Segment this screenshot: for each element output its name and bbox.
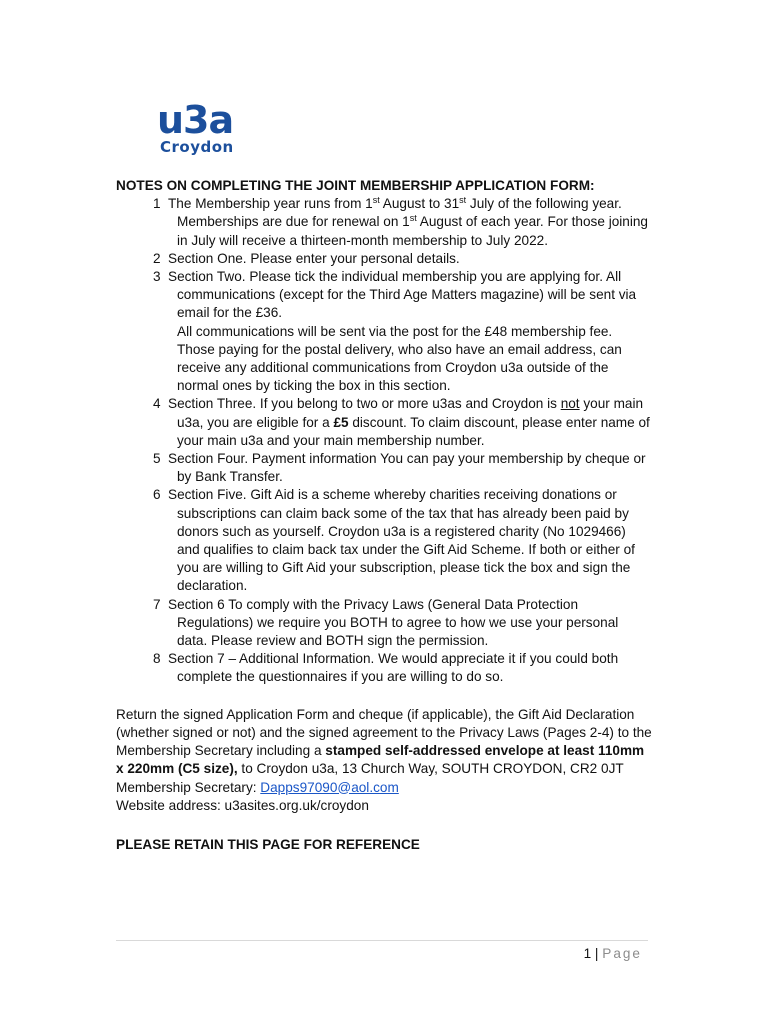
logo-mark: u3a <box>157 98 234 142</box>
list-item: 4 Section Three. If you belong to two or more u3as and Croydon is not your main u3a, you are eligible for a £5 discount. To claim discount, please enter name of your main u3a and your main membership number. <box>153 396 650 448</box>
page-title: NOTES ON COMPLETING THE JOINT MEMBERSHIP APPLICATION FORM: <box>116 178 595 193</box>
page-footer <box>584 944 642 964</box>
page-label: Page <box>602 946 642 961</box>
list-item: 2 Section One. Please enter your personal details. <box>153 250 460 266</box>
notes-content <box>116 177 652 854</box>
list-item: 3 Section Two. Please tick the individual membership you are applying for. All communications (except for the Third Age Matters magazine) will be sent via email for the £36. All communications will be sent via the post for the £48 membership fee. Those paying for the postal delivery, who also have an email address, can receive any additional communications from Croydon u3a outside of the normal ones by ticking the box in this section. <box>153 269 637 394</box>
website-address: Website address: u3asites.org.uk/croydon <box>116 797 369 813</box>
return-instructions <box>116 706 652 815</box>
footer-divider <box>116 940 648 941</box>
u3a-croydon-logo <box>157 98 257 157</box>
page-number: 1 <box>583 946 592 961</box>
page-separator: | <box>591 946 603 961</box>
notes-list <box>116 195 652 686</box>
return-paragraph: Return the signed Application Form and cheque (if applicable), the Gift Aid Declaration (whether signed or not) and the signed agreement to the Privacy Laws (Pages 2-4) to the Membership Secretary including a stamped self-addressed envelope at least 110mm x 220mm (C5 size), to Croydon u3a, 13 Church Way, SOUTH CROYDON, CR2 0JT <box>116 706 652 777</box>
list-item: 8 Section 7 – Additional Information. We would appreciate it if you could both complete the questionnaires if you are willing to do so. <box>153 651 619 685</box>
logo-subtitle: Croydon <box>160 138 234 156</box>
list-item: 1 The Membership year runs from 1st August to 31st July of the following year. Memberships are due for renewal on 1st August of each year. For those joining in July will receive a thirteen-month membership to July 2022. <box>153 195 648 248</box>
list-item: 5 Section Four. Payment information You can pay your membership by cheque or by Bank Transfer. <box>153 451 646 485</box>
list-item: 6 Section Five. Gift Aid is a scheme whereby charities receiving donations or subscriptions can claim back some of the tax that has already been paid by donors such as yourself. Croydon u3a is a registered charity (No 1029466) and qualifies to claim back tax under the Gift Aid Scheme. If both or either of you are willing to Gift Aid your subscription, please tick the box and sign the declaration. <box>153 487 635 594</box>
secretary-email-link[interactable]: Dapps97090@aol.com <box>260 779 399 795</box>
list-item: 7 Section 6 To comply with the Privacy Laws (General Data Protection Regulations) we require you BOTH to agree to how we use your personal data. Please review and BOTH sign the permission. <box>153 596 619 649</box>
membership-secretary: Membership Secretary: Dapps97090@aol.com <box>116 779 399 795</box>
retain-notice: PLEASE RETAIN THIS PAGE FOR REFERENCE <box>116 836 420 852</box>
